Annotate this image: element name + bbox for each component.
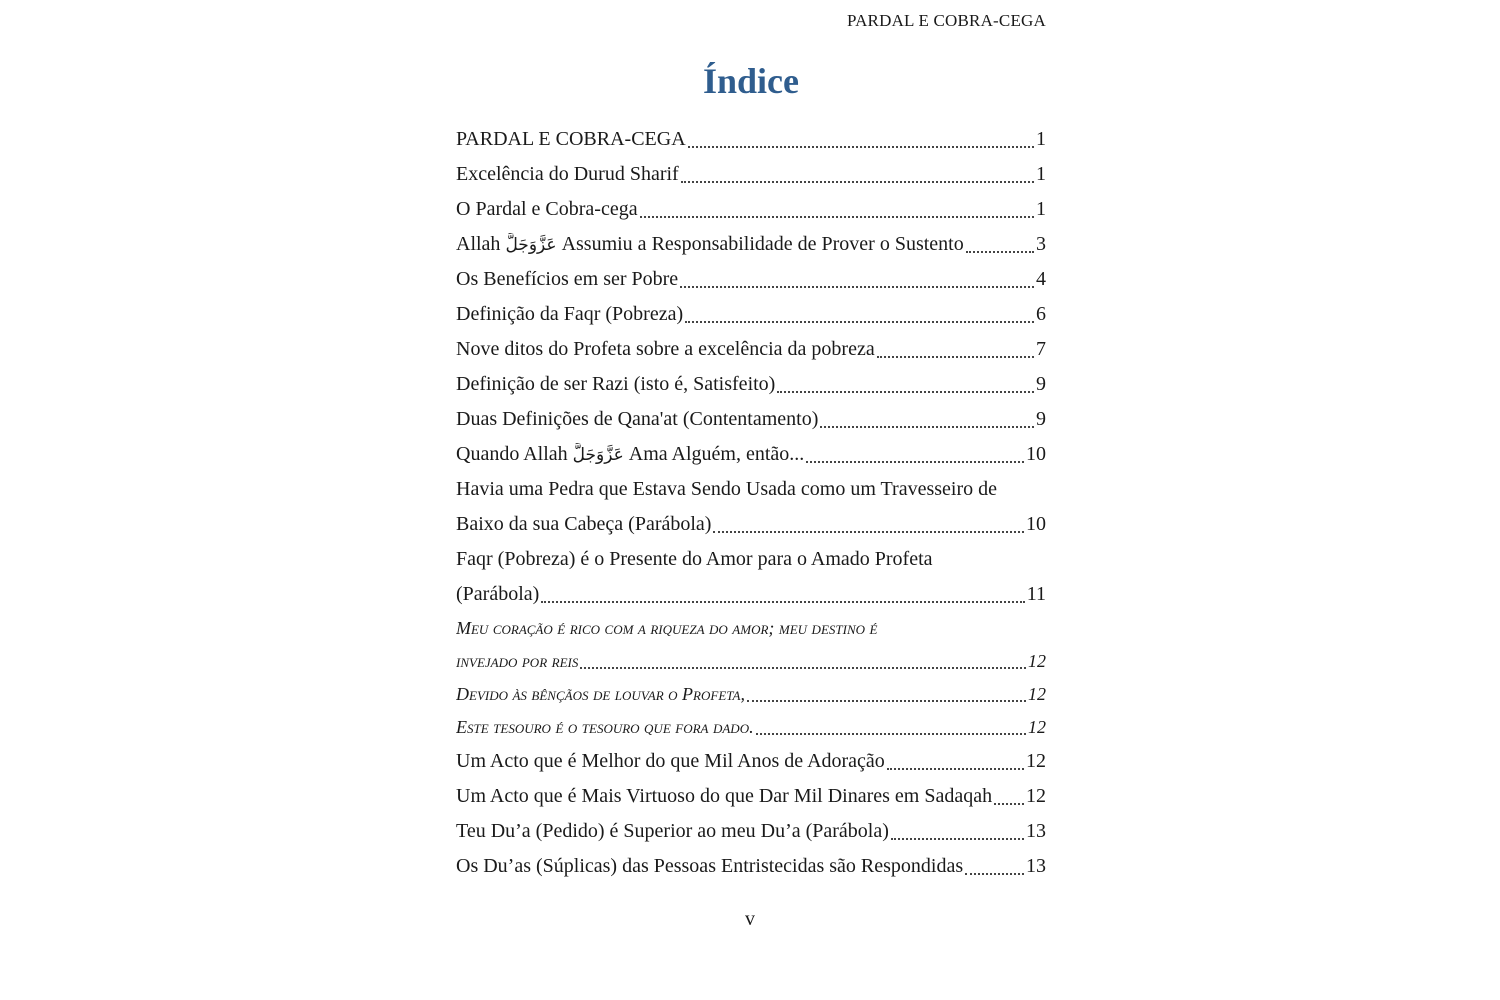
toc-entry-title: Um Acto que é Mais Virtuoso do que Dar Mil Dinares em Sadaqah [456, 785, 993, 807]
toc-entry[interactable] [456, 542, 1046, 612]
toc-entry-title: Definição da Faqr (Pobreza) [456, 303, 684, 325]
toc-entry-title-post: Ama Alguém, então... [628, 443, 805, 465]
toc-entry-title [456, 443, 804, 466]
toc-page-number: 6 [1036, 303, 1046, 325]
toc-page-number: 13 [1026, 820, 1046, 842]
dot-leader [541, 581, 1024, 603]
toc-page-number: 12 [1026, 750, 1046, 772]
toc-entry[interactable] [456, 227, 1046, 262]
toc-entry[interactable] [456, 779, 1046, 814]
toc-entry-title-line1: Havia uma Pedra que Estava Sendo Usada como um Travesseiro de [456, 478, 997, 500]
toc-entry-title: Este tesouro é o tesouro que fora dado. [456, 717, 754, 737]
toc-page-number: 4 [1036, 268, 1046, 290]
dot-leader [891, 818, 1024, 840]
toc-entry-title: PARDAL E COBRA-CEGA [456, 128, 686, 150]
toc-entry[interactable] [456, 814, 1046, 849]
toc-entry[interactable] [456, 744, 1046, 779]
toc-entry[interactable] [456, 192, 1046, 227]
arabic-honorific: عَزَّوَجَلَّ [505, 235, 557, 255]
dot-leader [756, 715, 1026, 735]
toc-entry[interactable] [456, 367, 1046, 402]
toc-entry[interactable] [456, 402, 1046, 437]
toc-page-number: 3 [1036, 233, 1046, 255]
toc-entry[interactable] [456, 849, 1046, 884]
toc-page-number: 1 [1036, 163, 1046, 185]
dot-leader [713, 511, 1024, 533]
toc-entry-title: Devido às bênçãos de louvar o Profeta, [456, 684, 745, 704]
toc-page-number: 1 [1036, 198, 1046, 220]
toc-entry-title-post: Assumiu a Responsabilidade de Prover o Sustento [561, 233, 964, 255]
toc-entry-title-line2: (Parábola) [456, 583, 540, 605]
dot-leader [680, 266, 1034, 288]
toc-entry-title: Os Du’as (Súplicas) das Pessoas Entristecidas são Respondidas [456, 855, 964, 877]
toc-page-number: 12 [1028, 717, 1046, 737]
dot-leader [688, 126, 1034, 148]
toc-page-number: 7 [1036, 338, 1046, 360]
toc-entry-title: Os Benefícios em ser Pobre [456, 268, 679, 290]
toc-page-number: 9 [1036, 373, 1046, 395]
toc-entry-title: O Pardal e Cobra-cega [456, 198, 638, 220]
arabic-honorific: عَزَّوَجَلَّ [572, 445, 624, 465]
dot-leader [777, 371, 1034, 393]
dot-leader [966, 231, 1034, 253]
toc-page-number: 12 [1026, 785, 1046, 807]
dot-leader [640, 196, 1034, 218]
toc-page-number: 10 [1026, 513, 1046, 535]
table-of-contents [456, 122, 1046, 884]
dot-leader [580, 649, 1026, 669]
toc-entry-title: Definição de ser Razi (isto é, Satisfeito) [456, 373, 776, 395]
toc-entry-title-pre: Allah [456, 233, 501, 255]
dot-leader [887, 748, 1024, 770]
dot-leader [877, 336, 1034, 358]
toc-entry-title-line1: Faqr (Pobreza) é o Presente do Amor para o Amado Profeta [456, 548, 933, 570]
toc-page-number: 12 [1028, 651, 1046, 671]
dot-leader [685, 301, 1034, 323]
dot-leader [806, 441, 1024, 463]
toc-entry[interactable] [456, 262, 1046, 297]
toc-page-number: 11 [1026, 583, 1046, 605]
toc-entry[interactable] [456, 437, 1046, 472]
toc-page-number: 10 [1026, 443, 1046, 465]
dot-leader [994, 783, 1024, 805]
toc-entry[interactable] [456, 297, 1046, 332]
page-title: Índice [702, 61, 799, 101]
toc-entry[interactable] [456, 122, 1046, 157]
dot-leader [681, 161, 1034, 183]
toc-entry-title [456, 233, 964, 256]
dot-leader [965, 853, 1024, 875]
toc-entry[interactable] [456, 157, 1046, 192]
toc-entry-title: Um Acto que é Melhor do que Mil Anos de Adoração [456, 750, 885, 772]
page-folio: v [745, 908, 755, 930]
toc-entry-title-line2: Baixo da sua Cabeça (Parábola) [456, 513, 712, 535]
toc-entry-title: Nove ditos do Profeta sobre a excelência da pobreza [456, 338, 875, 360]
toc-entry[interactable] [456, 678, 1046, 711]
toc-entry[interactable] [456, 612, 1046, 678]
toc-entry-title-pre: Quando Allah [456, 443, 568, 465]
dot-leader [747, 682, 1026, 702]
toc-page-number: 13 [1026, 855, 1046, 877]
toc-entry-title-line1: Meu coração é rico com a riqueza do amor; meu destino é [456, 618, 878, 638]
toc-entry-title: Duas Definições de Qana'at (Contentamento) [456, 408, 819, 430]
toc-page-number: 1 [1036, 128, 1046, 150]
toc-entry[interactable] [456, 332, 1046, 367]
toc-entry-title: Excelência do Durud Sharif [456, 163, 679, 185]
running-header: PARDAL E COBRA-CEGA [846, 11, 1046, 30]
toc-page-number: 9 [1036, 408, 1046, 430]
toc-page-number: 12 [1028, 684, 1046, 704]
dot-leader [820, 406, 1034, 428]
toc-entry[interactable] [456, 711, 1046, 744]
toc-entry-title-line2: invejado por reis [456, 651, 579, 671]
toc-entry[interactable] [456, 472, 1046, 542]
toc-entry-title: Teu Du’a (Pedido) é Superior ao meu Du’a (Parábola) [456, 820, 889, 842]
